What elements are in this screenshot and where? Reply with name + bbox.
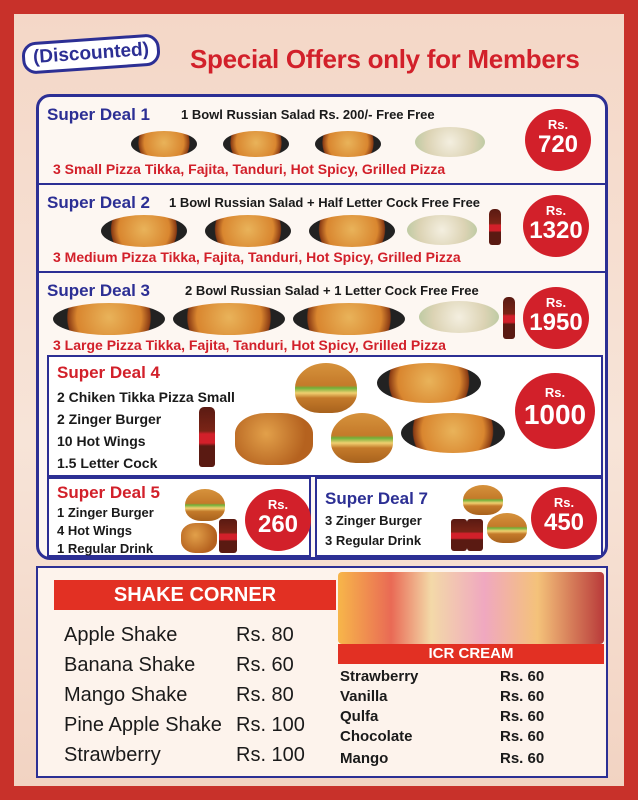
deal-title: Super Deal 2 <box>47 193 150 212</box>
ice-cream-heading: ICR CREAM <box>338 644 604 664</box>
pizza-image <box>205 215 291 247</box>
burger-image <box>331 413 393 463</box>
pizza-image <box>377 363 481 403</box>
pizza-image <box>309 215 395 247</box>
drink-cup-icon <box>219 519 237 553</box>
super-deal-5 <box>47 477 311 557</box>
currency-label: Rs. <box>267 497 289 512</box>
burger-image <box>487 513 527 543</box>
price-badge <box>531 487 597 549</box>
shake-price: Rs. 100 <box>236 714 305 736</box>
ice-cream-image <box>338 572 604 644</box>
deal-title: Super Deal 7 <box>325 489 428 508</box>
currency-label: Rs. <box>545 295 567 310</box>
currency-label: Rs. <box>545 203 567 218</box>
deal-line: 2 Zinger Burger <box>57 411 162 427</box>
coke-bottle-icon <box>199 407 215 467</box>
pizza-image <box>223 131 289 157</box>
ice-cream-price: Rs. 60 <box>500 668 545 685</box>
currency-label: Rs. <box>544 385 566 400</box>
price-value: 260 <box>257 511 299 538</box>
deal-line: 1.5 Letter Cock <box>57 455 158 471</box>
hot-wings-image <box>181 523 217 553</box>
deal-items: 3 Large Pizza Tikka, Fajita, Tanduri, Hot Spicy, Grilled Pizza <box>53 337 446 353</box>
salad-image <box>407 215 477 245</box>
deal-line: 4 Hot Wings <box>57 523 132 538</box>
ice-cream-price: Rs. 60 <box>500 708 545 725</box>
price-value: 1320 <box>529 217 583 244</box>
price-value: 720 <box>537 131 579 158</box>
shake-price: Rs. 100 <box>236 744 305 766</box>
shake-price: Rs. 80 <box>236 624 294 646</box>
pizza-image <box>131 131 197 157</box>
deal-title: Super Deal 1 <box>47 105 150 124</box>
shake-price: Rs. 60 <box>236 654 294 676</box>
price-badge <box>515 373 595 449</box>
pizza-image <box>101 215 187 247</box>
deal-line: 10 Hot Wings <box>57 433 146 449</box>
super-deal-7 <box>315 477 603 557</box>
page-title: Special Offers only for Members <box>190 44 580 74</box>
hot-wings-image <box>235 413 313 465</box>
pizza-image <box>401 413 505 453</box>
burger-image <box>185 489 225 521</box>
discounted-tag: (Discounted) <box>21 33 161 75</box>
deal-items: 3 Medium Pizza Tikka, Fajita, Tanduri, Hot Spicy, Grilled Pizza <box>53 249 461 265</box>
shake-price: Rs. 80 <box>236 684 294 706</box>
shake-name: Strawberry <box>64 744 161 766</box>
shake-name: Banana Shake <box>64 654 196 676</box>
deal-title: Super Deal 5 <box>57 483 160 502</box>
deal-title: Super Deal 3 <box>47 281 150 300</box>
shake-name: Mango Shake <box>64 684 188 706</box>
price-value: 1000 <box>523 399 587 430</box>
currency-label: Rs. <box>553 495 575 510</box>
deal-line: 3 Zinger Burger <box>325 513 422 528</box>
coke-bottle-icon <box>489 209 501 245</box>
shake-name: Pine Apple Shake <box>64 714 222 736</box>
drinks-menu <box>36 566 608 778</box>
pizza-image <box>293 303 405 335</box>
ice-cream-name: Qulfa <box>340 708 379 725</box>
menu-page <box>14 14 624 786</box>
coke-bottle-icon <box>503 297 515 339</box>
deal-line: 2 Chiken Tikka Pizza Small <box>57 389 235 405</box>
super-deal-3 <box>39 273 605 357</box>
deals-panel <box>36 94 608 560</box>
ice-cream-name: Chocolate <box>340 728 413 745</box>
ice-cream-name: Strawberry <box>340 668 419 685</box>
shake-name: Apple Shake <box>64 624 178 646</box>
deal-free-offer: 1 Bowl Russian Salad + Half Letter Cock Free Free <box>169 195 481 210</box>
burger-image <box>463 485 503 515</box>
ice-cream-name: Mango <box>340 750 389 767</box>
deal-items: 3 Small Pizza Tikka, Fajita, Tanduri, Hot Spicy, Grilled Pizza <box>53 161 446 177</box>
salad-image <box>419 301 499 333</box>
ice-cream-name: Vanilla <box>340 688 388 705</box>
pizza-image <box>173 303 285 335</box>
pizza-image <box>53 303 165 335</box>
deal-free-offer: 1 Bowl Russian Salad Rs. 200/- Free Free <box>181 107 435 122</box>
drink-cup-icon <box>467 519 483 551</box>
burger-image <box>295 363 357 413</box>
ice-cream-price: Rs. 60 <box>500 688 545 705</box>
deal-free-offer: 2 Bowl Russian Salad + 1 Letter Cock Free Free <box>185 283 479 298</box>
salad-image <box>415 127 485 157</box>
currency-label: Rs. <box>547 117 569 132</box>
deal-line: 3 Regular Drink <box>325 533 422 548</box>
super-deal-4 <box>47 355 603 477</box>
pizza-image <box>315 131 381 157</box>
shake-corner-heading: SHAKE CORNER <box>54 580 336 610</box>
price-value: 1950 <box>529 309 583 336</box>
super-deal-2 <box>39 185 605 269</box>
price-badge <box>245 489 311 551</box>
deal-title: Super Deal 4 <box>57 363 160 382</box>
price-badge <box>523 287 589 349</box>
ice-cream-price: Rs. 60 <box>500 750 545 767</box>
deal-line: 1 Zinger Burger <box>57 505 154 520</box>
ice-cream-price: Rs. 60 <box>500 728 545 745</box>
drink-cup-icon <box>451 519 467 551</box>
deal-line: 1 Regular Drink <box>57 541 154 556</box>
price-badge <box>523 195 589 257</box>
price-badge <box>525 109 591 171</box>
super-deal-1 <box>39 97 605 181</box>
price-value: 450 <box>543 509 585 536</box>
